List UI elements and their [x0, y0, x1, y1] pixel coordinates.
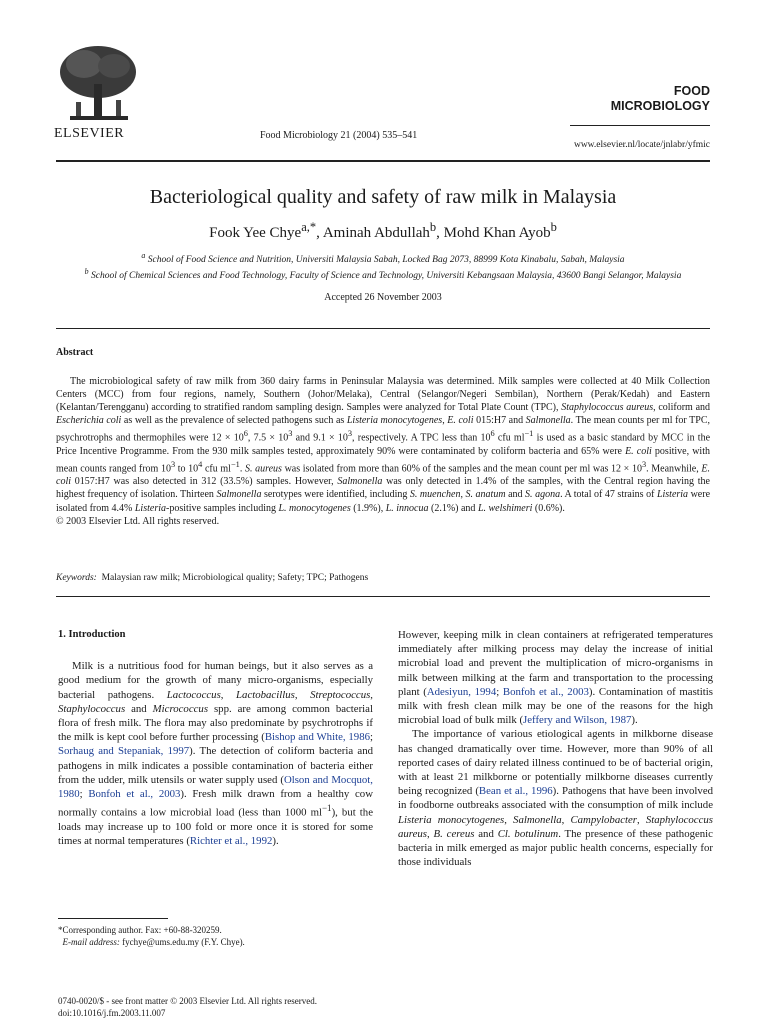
affiliations: [56, 250, 710, 282]
citation-link[interactable]: Bishop and White, 1986: [264, 731, 370, 744]
citation-link[interactable]: Bean et al., 1996: [478, 785, 553, 798]
corresponding-author: *Corresponding author. Fax: +60-88-320259.: [58, 925, 222, 935]
author-sup: a,*: [301, 220, 317, 234]
elsevier-tree-logo: [56, 40, 140, 140]
body-paragraph: Milk is a nutritious food for human beings, but it also serves as a good medium for the growth of many micro-organisms, especially bacterial pathogens. Lactococcus, Lactobacillus, Streptococcus, Staphylococcus and Micrococcus spp. are among common bacterial flora of fresh milk. The flora may also predominate by psychrotrophs if the milk is kept cool before further processing (Bishop and White, 1986; Sorhaug and Stepaniak, 1997). The detection of coliform bacteria and pathogens in milk indicates a possible contamination of bacteria either from the udder, milk utensils or water supply used (Olson and Mocquot, 1980; Bonfoh et al., 2003). Fresh milk drawn from a healthy cow normally contains a low microbial load (less than 1000 $ml^{-1}$), but the loads may increase up to 100 fold or more once it is stored for some times at normal temperatures (Richter et al., 1992).: [58, 660, 373, 848]
citation-link[interactable]: Adesiyun, 1994: [426, 685, 497, 698]
brand-line-1: FOOD: [673, 84, 710, 98]
brand-divider: [570, 125, 710, 126]
journal-brand: [570, 84, 710, 114]
citation-link[interactable]: Olson and Mocquot, 1980: [58, 773, 373, 801]
body-column-left: [58, 628, 373, 848]
publisher-name: ELSEVIER: [54, 126, 125, 141]
author-name: Fook Yee Chye: [209, 225, 302, 241]
citation-link[interactable]: Jeffery and Wilson, 1987: [523, 714, 632, 727]
citation-link[interactable]: Sorhaug and Stepaniak, 1997: [58, 745, 190, 758]
journal-url[interactable]: www.elsevier.nl/locate/jnlabr/yfmic: [573, 140, 710, 150]
abstract-divider: [56, 328, 710, 329]
doi-line[interactable]: doi:10.1016/j.fm.2003.11.007: [58, 1008, 166, 1018]
footnote-divider: [58, 918, 168, 919]
keywords: [56, 573, 710, 583]
citation-link[interactable]: Bonfoh et al., 2003: [88, 788, 181, 801]
author-sup: b: [429, 220, 437, 234]
section-heading: 1. Introduction: [58, 629, 126, 640]
body-column-right: [398, 628, 713, 869]
affiliation-a: $^a$ School of Food Science and Nutrition, Universiti Malaysia Sabah, Locked Bag 2073, 88999 Kota Kinabalu, Sabah, Malaysia: [141, 251, 625, 266]
author-sup: b: [550, 220, 557, 234]
brand-line-2: MICROBIOLOGY: [610, 99, 710, 113]
keywords-label: Keywords:: [56, 573, 97, 583]
tree-logo-icon: [56, 40, 140, 126]
email-address[interactable]: fychye@ums.edu.my (F.Y. Chye).: [122, 937, 245, 947]
article-title: Bacteriological quality and safety of raw milk in Malaysia: [149, 186, 617, 208]
body-paragraph: However, keeping milk in clean containers at refrigerated temperatures immediately after milking process may delay the increase of initial microbial load and prevent the multiplication of micro-organisms in milk between milking at the farm and transportation to the processing plant (Adesiyun, 1994; Bonfoh et al., 2003). Contamination of mastitis milk with fresh clean milk may be one of the reasons for the high microbial load of bulk milk (Jeffery and Wilson, 1987).: [398, 629, 713, 727]
author-name: Aminah Abdullah: [322, 225, 430, 241]
footnote: [58, 924, 373, 948]
body-paragraph: The importance of various etiological agents in milkborne disease has changed dramatically over time. However, more than 90% of all reported cases of dairy related illness continued to be of bacterial origin, with at least 21 milkborne or potentially milkborne diseases currently being recognized (Bean et al., 1996). Pathogens that have been involved in foodborne outbreaks associated with the consumption of milk include Listeria monocytogenes, Salmonella, Campylobacter, Staphylococcus aureus, B. cereus and Cl. botulinum. The presence of these pathogenic bacteria in milk emerged as major public health concerns, especially for those individuals: [398, 728, 714, 869]
journal-reference: Food Microbiology 21 (2004) 535–541: [260, 130, 418, 141]
citation-link[interactable]: Richter et al., 1992: [189, 835, 273, 848]
accepted-date: Accepted 26 November 2003: [324, 292, 442, 303]
keywords-divider: [56, 596, 710, 597]
author-list: Fook Yee Chye$^{a,*}$, Aminah Abdullah$^b$, Mohd Khan Ayob$^b$: [209, 220, 557, 241]
abstract-body: The microbiological safety of raw milk from 360 dairy farms in Peninsular Malaysia was determined. Milk samples were collected at 40 Milk Collection Centers (MCC) from four regions, namely, Southern (Johor/Melaka), Central (Selangor/Negeri Sembilan), Northern (Perak/Kedah) and Eastern (Kelantan/Terengganu) according to stratified random sampling design. Samples were analyzed for Total Plate Count (TPC), Staphylococcus aureus, coliform and Escherichia coli as well as the prevalence of selected pathogens such as Listeria monocytogenes, E. coli 015:H7 and Salmonella. The mean counts per ml for TPC, psychrotrophs and thermophiles were $12 \times 10^6$, $7.5 \times 10^3$ and $9.1 \times 10^3$, respectively. A TPC less than $10^6$ cfu $ml^{-1}$ is used as a basic standard by MCC in the Price Incentive Programme. From the 930 milk samples tested, approximately 90% were contaminated by coliform bacteria and 65% were E. coli positive, with mean counts ranged from $10^3$ to $10^4$ cfu $ml^{-1}$. S. aureus was isolated from more than 60% of the samples and the mean count per ml was $12 \times 10^3$. Meanwhile, E. coli 0157:H7 was also detected in 312 (33.5%) samples. However, Salmonella was only detected in 1.4% of the samples, with the Central region having the highest frequency of isolation. Thirteen Salmonella serotypes were identified, including S. muenchen, S. anatum and S. agona. A total of 47 strains of Listeria were isolated from 4.4% Listeria-positive samples including L. monocytogenes (1.9%), L. innocua (2.1%) and L. welshimeri (0.6%). © 2003 Elsevier Ltd. All rights reserved.: [56, 376, 711, 527]
citation-link[interactable]: Bonfoh et al., 2003: [502, 685, 589, 698]
page-footer: [58, 995, 458, 1019]
email-line: E-mail address: fychye@ums.edu.my (F.Y. Chye).: [62, 937, 245, 947]
keywords-list: Malaysian raw milk; Microbiological quality; Safety; TPC; Pathogens: [101, 573, 369, 583]
header-divider: [56, 160, 710, 162]
issn-line: 0740-0020/$ - see front matter © 2003 Elsevier Ltd. All rights reserved.: [58, 996, 318, 1006]
author-name: Mohd Khan Ayob: [443, 225, 551, 241]
affiliation-b: $^b$ School of Chemical Sciences and Food Technology, Faculty of Science and Technology, Universiti Kebangsaan Malaysia, 43600 Bangi Selangor, Malaysia: [84, 267, 682, 282]
abstract-heading: Abstract: [56, 347, 94, 358]
